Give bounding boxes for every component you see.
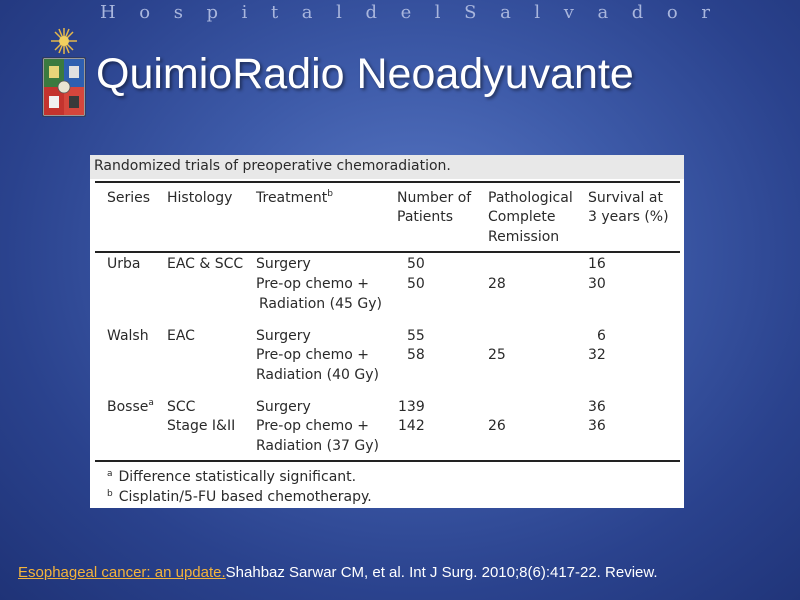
header-letter: v (563, 1, 574, 23)
header-pathological-line3: Remission (488, 229, 560, 245)
row-treatment-line2: Pre-op chemo + (256, 418, 370, 434)
header-letter: H (100, 1, 116, 23)
header-letter: a (301, 1, 313, 23)
header-series: Series (107, 190, 151, 206)
chemoradiation-trials-table (90, 155, 684, 508)
header-letter: t (270, 1, 279, 23)
header-letter: l (434, 1, 441, 23)
row-survival-2: 30 (588, 276, 606, 292)
header-treatment-footnote-mark: b (327, 189, 333, 199)
row-pcr: 28 (488, 276, 506, 292)
header-letter: e (400, 1, 412, 23)
footnote-text: Cisplatin/5-FU based chemotherapy. (118, 489, 372, 505)
row-survival-2: 32 (588, 347, 606, 363)
reference-citation (18, 564, 658, 581)
sun-icon (51, 28, 77, 54)
row-series: Urba (107, 256, 141, 272)
table-top-rule (95, 181, 680, 183)
row-series-footnote-mark: a (148, 398, 154, 408)
row-treatment-line1: Surgery (256, 399, 311, 415)
header-survival-line2: 3 years (%) (588, 209, 669, 225)
row-patients-1: 55 (407, 328, 425, 344)
header-letter: r (701, 1, 710, 23)
hospital-name-header (100, 0, 710, 24)
row-patients-2: 58 (407, 347, 425, 363)
reference-text: Shahbaz Sarwar CM, et al. Int J Surg. 2010;8(6):417-22. Review. (225, 564, 658, 581)
table-caption: Randomized trials of preoperative chemoradiation. (94, 158, 451, 174)
header-letter: s (173, 1, 183, 23)
row-histology: SCC (167, 399, 196, 415)
row-pcr: 26 (488, 418, 506, 434)
row-treatment-line2: Pre-op chemo + (256, 276, 370, 292)
footnote-mark: b (107, 489, 113, 499)
header-letter: i (241, 1, 248, 23)
row-histology-line2: Stage I&II (167, 418, 236, 434)
header-letter: o (139, 1, 151, 23)
row-patients-1: 139 (398, 399, 425, 415)
header-letter: l (534, 1, 541, 23)
footnote (107, 467, 356, 487)
row-histology: EAC (167, 328, 195, 344)
row-histology: EAC & SCC (167, 256, 244, 272)
row-series: Walsh (107, 328, 149, 344)
row-survival-1: 6 (597, 328, 606, 344)
header-patients-line2: Patients (397, 209, 454, 225)
row-treatment-line3: Radiation (40 Gy) (256, 367, 379, 383)
header-letter: o (666, 1, 678, 23)
header-letter: S (464, 1, 477, 23)
footnote-mark: a (107, 469, 113, 479)
header-survival-line1: Survival at (588, 190, 663, 206)
header-treatment (256, 189, 333, 208)
row-patients-1: 50 (407, 256, 425, 272)
reference-link[interactable]: Esophageal cancer: an update. (18, 564, 226, 581)
row-survival-1: 16 (588, 256, 606, 272)
row-patients-2: 50 (407, 276, 425, 292)
header-letter: l (336, 1, 342, 23)
header-letter: d (631, 1, 644, 23)
row-patients-2: 142 (398, 418, 425, 434)
row-treatment-line1: Surgery (256, 328, 311, 344)
university-crest-logo (38, 24, 90, 120)
row-treatment-line3: Radiation (37 Gy) (256, 438, 379, 454)
shield-icon (43, 58, 85, 116)
row-survival-2: 36 (588, 418, 606, 434)
row-series (107, 398, 154, 417)
header-treatment-label: Treatment (256, 190, 328, 206)
slide-title: QuimioRadio Neoadyuvante (96, 50, 634, 98)
row-pcr: 25 (488, 347, 506, 363)
footnote-text: Difference statistically significant. (118, 469, 357, 485)
row-treatment-line2: Pre-op chemo + (256, 347, 370, 363)
header-letter: d (365, 1, 377, 23)
header-histology: Histology (167, 190, 233, 206)
row-series-label: Bosse (107, 399, 149, 415)
row-treatment-line1: Surgery (256, 256, 311, 272)
header-patients-line1: Number of (397, 190, 472, 206)
header-letter: a (597, 1, 609, 23)
row-treatment-line3: Radiation (45 Gy) (259, 296, 382, 312)
table-header-rule (95, 251, 680, 253)
footnote (107, 487, 372, 507)
header-letter: p (206, 1, 219, 23)
header-letter: a (500, 1, 511, 23)
table-bottom-rule (95, 460, 680, 462)
header-pathological-line1: Pathological (488, 190, 573, 206)
header-pathological-line2: Complete (488, 209, 556, 225)
row-survival-1: 36 (588, 399, 606, 415)
